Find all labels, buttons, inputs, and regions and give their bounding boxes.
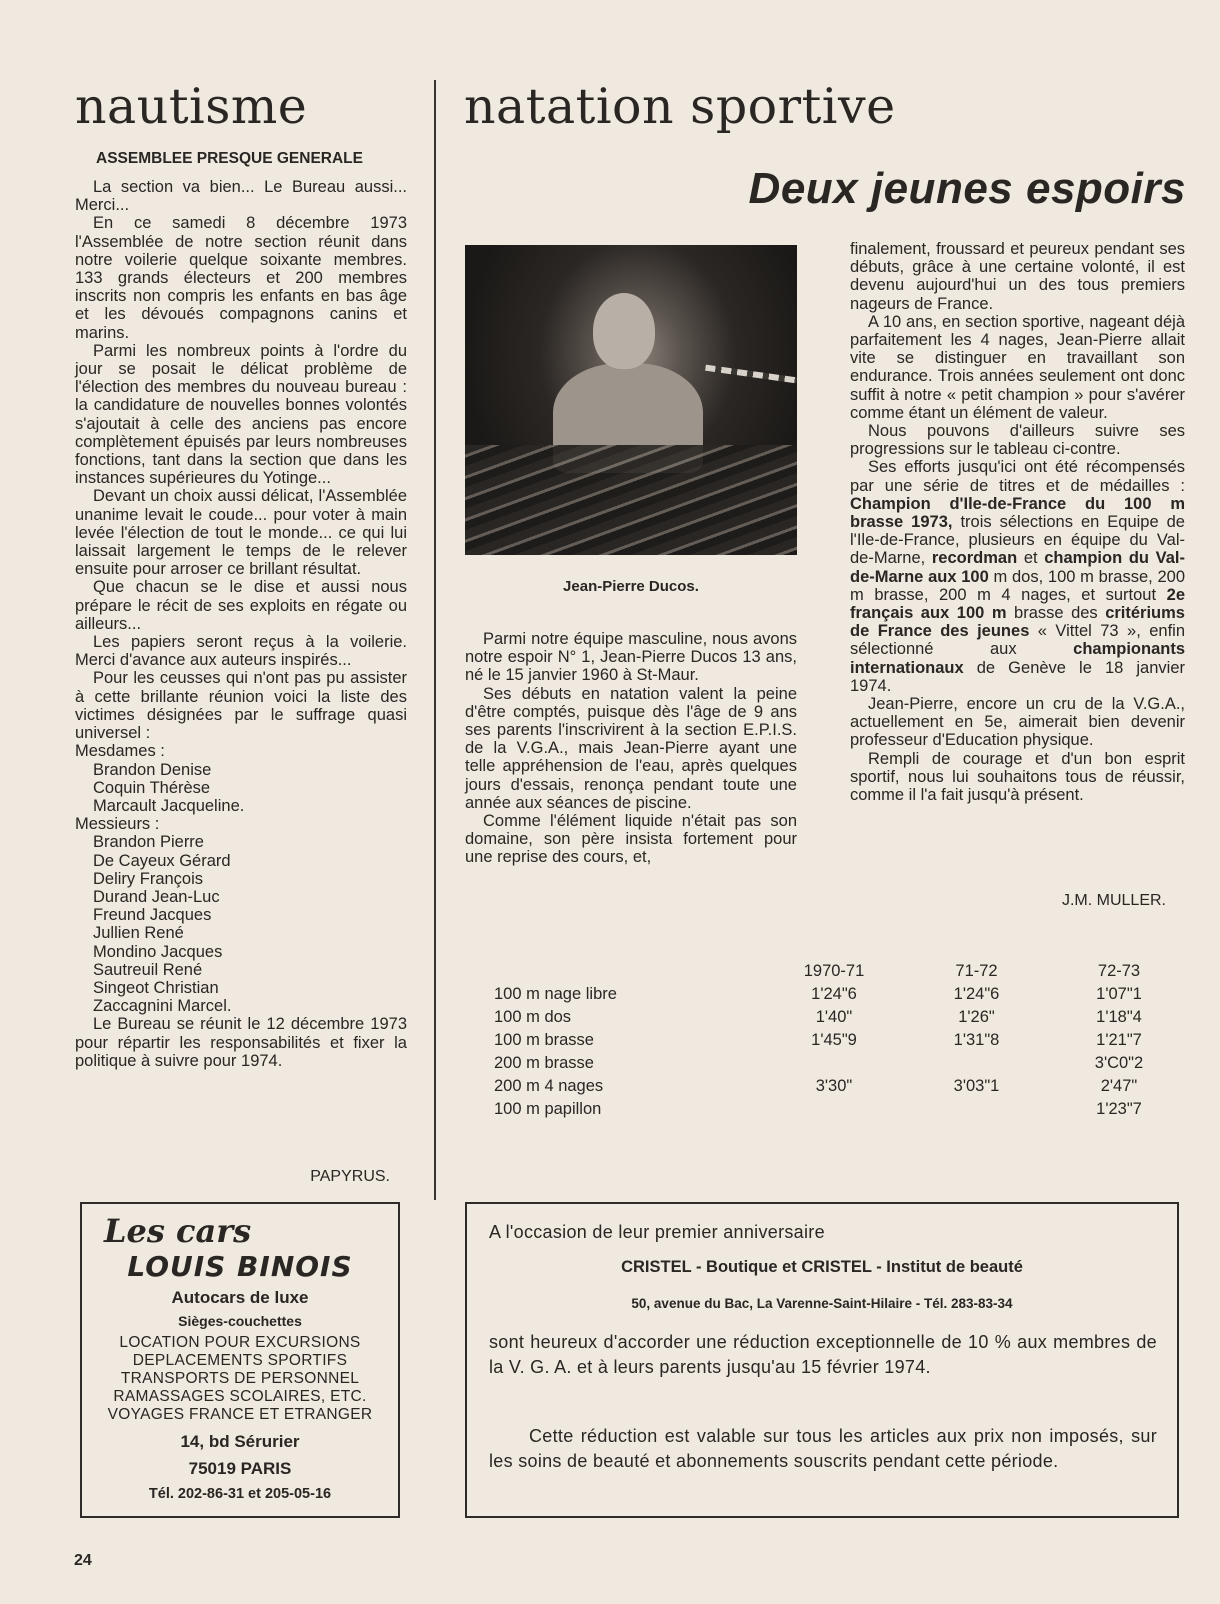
table-row	[494, 1077, 1189, 1100]
paragraph: Comme l'élément liquide n'était pas son domaine, son père insista fortement pour une reprise des cours, et,	[465, 812, 797, 867]
lane-rope	[705, 365, 797, 384]
page-number: 24	[74, 1552, 92, 1569]
time-cell: 1'21"7	[1096, 1031, 1142, 1049]
time-cell: 1'26"	[958, 1008, 995, 1026]
article-subheading: ASSEMBLEE PRESQUE GENERALE	[96, 150, 363, 167]
list-item: Coquin Thérèse	[93, 778, 211, 797]
time-cell	[764, 1054, 904, 1077]
ad-service-line: RAMASSAGES SCOLAIRES, ETC.	[113, 1388, 367, 1405]
ad-conditions-text: Cette réduction est valable sur tous les articles aux prix non imposés, sur les soins de beauté et abonnements souscrits pendant cette période.	[489, 1426, 1157, 1471]
text: brasse des	[1006, 604, 1106, 623]
event-cell: 200 m brasse	[494, 1054, 594, 1072]
highlight: Champion d'Ile-de-France du 100 m brasse 1973,	[850, 494, 1185, 532]
text: et	[1017, 549, 1045, 568]
paragraph: Jean-Pierre, encore un cru de la V.G.A., actuellement en 5e, aimerait bien devenir professeur d'Education physique.	[850, 695, 1185, 750]
text: de Genève le 18 janvier 1974.	[850, 658, 1185, 695]
swimmer-head	[593, 293, 655, 369]
text: Ses efforts jusqu'ici ont été récompensés par une série de titres et de médailles :	[850, 458, 1185, 495]
paragraph: Nous pouvons d'ailleurs suivre ses progressions sur le tableau ci-contre.	[850, 422, 1185, 459]
header-cell	[494, 962, 764, 985]
section-heading-nautisme: nautisme	[75, 78, 308, 135]
list-item: Brandon Denise	[93, 760, 212, 779]
ad-service-line: DEPLACEMENTS SPORTIFS	[132, 1352, 348, 1369]
ad-city: 75019 PARIS	[188, 1459, 292, 1478]
photo-caption: Jean-Pierre Ducos.	[563, 578, 699, 595]
list-item: Freund Jacques	[93, 906, 212, 925]
list-item: Sautreuil René	[93, 960, 203, 979]
highlight: championants internationaux	[850, 640, 1185, 677]
ad-script-title: Les cars	[104, 1212, 252, 1250]
header-cell: 72-73	[1097, 962, 1141, 980]
time-cell: 3'30"	[815, 1077, 853, 1095]
ad-binois	[80, 1202, 400, 1518]
list-item: Brandon Pierre	[93, 833, 204, 852]
list-label: Messieurs :	[75, 815, 160, 834]
ad-address: 14, bd Sérurier	[180, 1432, 300, 1451]
ad-services	[82, 1334, 398, 1424]
header-cell: 1970-71	[803, 962, 865, 980]
time-cell: 1'18"4	[1096, 1008, 1142, 1026]
time-cell: 3'C0"2	[1094, 1054, 1144, 1072]
ad-brand-name: LOUIS BINOIS	[127, 1250, 353, 1283]
paragraph: A 10 ans, en section sportive, nageant déjà parfaitement les 4 nages, Jean-Pierre allait vite se distinguer en travaillant son endurance. Trois années seulement ont donc suffit à notre « petit champion » pour s'avérer comme étant un élément de valeur.	[850, 312, 1185, 422]
list-item: De Cayeux Gérard	[93, 851, 231, 870]
time-cell: 1'07"1	[1096, 985, 1142, 1003]
paragraph: Pour les ceusses qui n'ont pas pu assister à cette brillante réunion voici la liste des victimes désignées par le suffrage quasi universel :	[75, 669, 407, 743]
time-cell: 1'40"	[815, 1008, 853, 1026]
ad-tagline: Sièges-couchettes	[178, 1313, 302, 1329]
list-item: Jullien René	[93, 924, 184, 943]
ad-service-line: TRANSPORTS DE PERSONNEL	[120, 1370, 360, 1387]
ad-intro: A l'occasion de leur premier anniversaire	[489, 1222, 825, 1242]
paragraph: Ses débuts en natation valent la peine d'être comptés, puisque dès l'âge de 9 ans ses parents l'inscrivirent à la section E.P.I.S. de la V.G.A., mais Jean-Pierre ayant une telle appréhension de l'eau, après quelques jours d'essais, renonça pendant toute une année aux séances de piscine.	[465, 684, 797, 812]
list-item: Zaccagnini Marcel.	[93, 997, 232, 1016]
list-item: Singeot Christian	[93, 978, 219, 997]
paragraph: finalement, froussard et peureux pendant ses débuts, grâce à une certaine volonté, il est devenu aujourd'hui un des tous premiers nageurs de France.	[850, 240, 1185, 313]
paragraph: Les papiers seront reçus à la voilerie. Merci d'avance aux auteurs inspirés...	[75, 633, 407, 670]
article-title: Deux jeunes espoirs	[748, 164, 1186, 213]
paragraph: En ce samedi 8 décembre 1973 l'Assemblée de notre section réunit dans notre voilerie quelque soixante membres. 133 grands électeurs et 200 membres inscrits non compris les enfants en bas âge et les dévoués compagnons canins et marins.	[75, 214, 407, 342]
time-cell	[904, 1100, 1049, 1123]
text: m dos, 100 m brasse, 200 m brasse, 200 m 4 nages, et surtout	[850, 567, 1185, 604]
natation-article-part1	[465, 630, 797, 867]
time-cell	[904, 1054, 1049, 1077]
event-cell: 200 m 4 nages	[494, 1077, 604, 1095]
water	[465, 445, 797, 555]
header-cell: 71-72	[955, 962, 998, 980]
table-row	[494, 1100, 1189, 1123]
ad-business-name: CRISTEL - Boutique et CRISTEL - Institut de beauté	[621, 1258, 1023, 1276]
list-item: Mondino Jacques	[93, 942, 223, 961]
event-cell: 100 m nage libre	[494, 985, 617, 1003]
table-row	[494, 1008, 1189, 1031]
paragraph: Parmi notre équipe masculine, nous avons notre espoir N° 1, Jean-Pierre Ducos 13 ans, né le 15 janvier 1960 à St-Maur.	[465, 630, 797, 685]
paragraph: Le Bureau se réunit le 12 décembre 1973 pour répartir les responsabilités et fixer la politique à suivre pour 1974.	[75, 1015, 407, 1070]
time-cell: 1'24"6	[811, 985, 857, 1003]
paragraph: La section va bien... Le Bureau aussi... Merci...	[75, 178, 407, 215]
paragraph: Devant un choix aussi délicat, l'Assemblée unanime levait le coude... pour voter à main levée l'élection de tout le monde... ce qui lui laissait largement le temps de le relever ensuite pour arroser ce brillant résultat.	[75, 487, 407, 579]
performance-table	[494, 962, 1189, 1123]
table-row	[494, 1031, 1189, 1054]
natation-article-part2	[850, 240, 1185, 804]
signature: PAPYRUS.	[310, 1168, 390, 1185]
event-cell: 100 m brasse	[494, 1031, 594, 1049]
list-item: Durand Jean-Luc	[93, 887, 220, 906]
time-cell: 1'31"8	[953, 1031, 1000, 1049]
event-cell: 100 m papillon	[494, 1100, 602, 1118]
time-cell: 1'45"9	[811, 1031, 857, 1049]
event-cell: 100 m dos	[494, 1008, 572, 1026]
ad-service-line: VOYAGES FRANCE ET ETRANGER	[107, 1406, 373, 1423]
paragraph-achievements	[850, 458, 1185, 695]
author-signature: J.M. MULLER.	[1061, 892, 1166, 909]
list-label: Mesdames :	[75, 742, 165, 761]
text: « Vittel 73 », enfin sélectionné aux	[850, 622, 1185, 659]
list-item: Marcault Jacqueline.	[93, 796, 245, 815]
table-row	[494, 1054, 1189, 1077]
time-cell: 2'47"	[1100, 1077, 1138, 1095]
column-divider	[434, 80, 436, 1200]
ad-phone: Tél. 202-86-31 et 205-05-16	[148, 1486, 332, 1502]
text: trois sélections en Equipe de l'Ile-de-France, plusieurs en équipe du Val-de-Marne,	[850, 513, 1185, 568]
swimmer-photo	[465, 245, 797, 555]
ad-business-address: 50, avenue du Bac, La Varenne-Saint-Hilaire - Tél. 283-83-34	[631, 1296, 1013, 1311]
time-cell: 1'23"7	[1096, 1100, 1142, 1118]
ad-offer-text: sont heureux d'accorder une réduction exceptionnelle de 10 % aux membres de la V. G. A. et à leurs parents jusqu'au 15 février 1974.	[489, 1332, 1157, 1377]
time-cell: 3'03"1	[953, 1077, 1000, 1095]
highlight: 2e français aux 100 m	[850, 585, 1185, 623]
paragraph: Rempli de courage et d'un bon esprit sportif, nous lui souhaitons tous de réussir, comme il l'a fait jusqu'à présent.	[850, 749, 1185, 805]
paragraph: Parmi les nombreux points à l'ordre du jour se posait le délicat problème de l'élection des membres du nouveau bureau : la candidature de nouvelles bonnes volontés s'ajoutait à celle des anciens pas encore complètement épuisés par leurs nombreuses fonctions, tant dans la section que dans les instances supérieures du Yotinge...	[75, 341, 407, 488]
table-header-row	[494, 962, 1189, 985]
section-heading-natation: natation sportive	[464, 78, 896, 135]
list-item: Deliry François	[93, 869, 204, 888]
highlight: critériums de France des jeunes	[850, 604, 1185, 641]
ad-tagline: Autocars de luxe	[171, 1288, 309, 1307]
paragraph: Que chacun se le dise et aussi nous prépare le récit de ses exploits en régate ou ailleurs...	[75, 578, 407, 633]
nautisme-article	[75, 178, 407, 1070]
highlight: recordman	[931, 549, 1018, 568]
table-row	[494, 985, 1189, 1008]
highlight: champion du Val-de-Marne aux 100	[850, 549, 1186, 586]
ad-cristel	[465, 1202, 1179, 1518]
time-cell	[764, 1100, 904, 1123]
time-cell: 1'24"6	[953, 985, 1000, 1003]
ad-service-line: LOCATION POUR EXCURSIONS	[119, 1334, 361, 1351]
